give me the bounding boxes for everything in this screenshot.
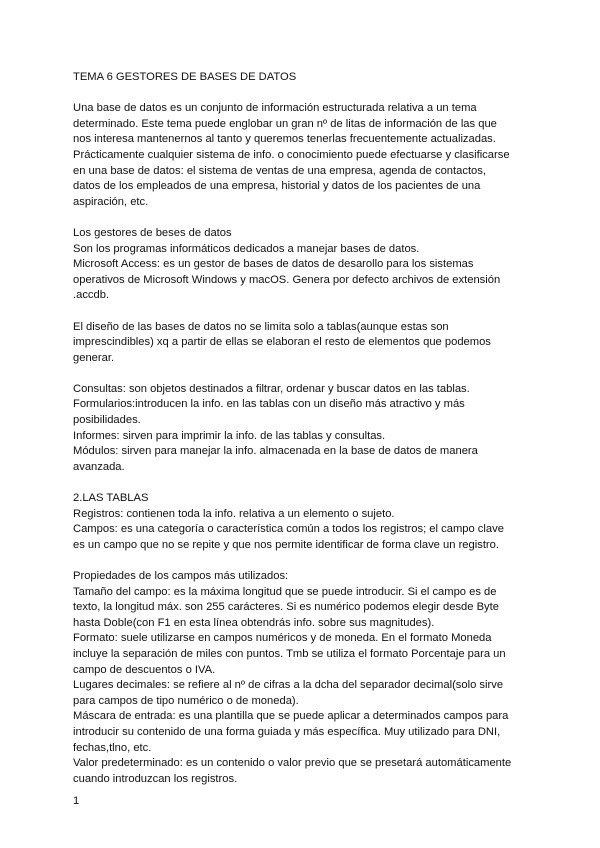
document-title: TEMA 6 GESTORES DE BASES DE DATOS [73, 71, 297, 83]
text-line: Máscara de entrada: es una plantilla que se puede aplicar a determinados campos para [73, 710, 509, 723]
paragraph-gap [73, 366, 535, 382]
text-line: incluye la separación de miles con puntos. Tmb se utiliza el formato Porcentaje para un [73, 647, 506, 660]
text-line: Registros: contienen toda la info. relativa a un elemento o sujeto. [73, 507, 395, 520]
text-line: Informes: sirven para imprimir la info. de las tablas y consultas. [73, 429, 386, 442]
diseno-paragraph [73, 320, 535, 367]
paragraph-gap [73, 304, 535, 320]
text-line: es un campo que no se repite y que nos permite identificar de forma clave un registro. [73, 538, 499, 551]
intro-paragraph [73, 101, 535, 210]
text-line: cuando introduzcan los registros. [73, 772, 238, 785]
text-line: Prácticamente cualquier sistema de info. o conocimiento puede efectuarse y clasificarse [73, 148, 510, 161]
text-line: aspiración, etc. [73, 195, 149, 208]
text-line: datos de los empleados de una empresa, historial y datos de los pacientes de una [73, 180, 481, 193]
text-line: El diseño de las bases de datos no se limita solo a tablas(aunque estas son [73, 320, 449, 333]
paragraph-gap [73, 475, 535, 491]
text-line: Una base de datos es un conjunto de información estructurada relativa a un tema [73, 102, 477, 115]
text-line: .accdb. [73, 289, 110, 302]
text-line: generar. [73, 351, 115, 364]
text-line: Módulos: sirven para manejar la info. almacenada en la base de datos de manera [73, 445, 478, 458]
text-line: Valor predeterminado: es un contenido o valor previo que se presetará automáticamente [73, 757, 512, 770]
page-number: 1 [73, 795, 80, 807]
text-line: imprescindibles) xq a partir de ellas se elaboran el resto de elementos que podemos [73, 336, 491, 349]
text-line: texto, la longitud máx. son 255 carácteres. Si es numérico podemos elegir desde Byte [73, 601, 499, 614]
text-line: Consultas: son objetos destinados a filtrar, ordenar y buscar datos en las tablas. [73, 382, 470, 395]
text-line: Formato: suele utilizarse en campos numéricos y de moneda. En el formato Moneda [73, 632, 492, 645]
text-line: fechas,tlno, etc. [73, 741, 152, 754]
paragraph-gap [73, 86, 535, 102]
paragraph-gap [73, 553, 535, 569]
text-line: Lugares decimales: se refiere al nº de cifras a la dcha del separador decimal(solo sirve [73, 679, 504, 692]
section-heading: 2.LAS TABLAS [73, 492, 149, 505]
gestores-section [73, 226, 535, 304]
propiedades-section [73, 569, 535, 787]
text-line: Microsoft Access: es un gestor de bases de datos de desarollo para los sistemas [73, 258, 474, 271]
text-line: para campos de tipo numérico o de moneda). [73, 694, 299, 707]
text-line: campo de descuentos o IVA. [73, 663, 216, 676]
paragraph-gap [73, 210, 535, 226]
section-heading: Los gestores de beses de datos [73, 226, 232, 239]
text-line: posibilidades. [73, 414, 141, 427]
document-page [73, 70, 535, 787]
text-line: Son los programas informáticos dedicados a manejar bases de datos. [73, 242, 420, 255]
text-line: hasta Doble(con F1 en esta línea obtendrás info. sobre sus magnitudes). [73, 616, 435, 629]
text-line: Formularios:introducen la info. en las tablas con un diseño más atractivo y más [73, 398, 465, 411]
objetos-paragraph [73, 382, 535, 476]
text-line: en una base de datos: el sistema de ventas de una empresa, agenda de contactos, [73, 164, 486, 177]
text-line: nos interesa mantenernos al tanto y queremos tenerlas frecuentemente actualizadas. [73, 133, 496, 146]
text-line: Tamaño del campo: es la máxima longitud que se puede introducir. Si el campo es de [73, 585, 497, 598]
text-line: introducir su contenido de una forma guiada y más específica. Muy utilizado para DNI, [73, 725, 501, 738]
text-line: Campos: es una categoría o característica común a todos los registros; el campo clave [73, 523, 504, 536]
text-line: determinado. Este tema puede englobar un gran nº de litas de información de las que [73, 117, 497, 130]
tablas-section [73, 491, 535, 553]
section-heading: Propiedades de los campos más utilizados: [73, 570, 289, 582]
text-line: avanzada. [73, 460, 125, 473]
text-line: operativos de Microsoft Windows y macOS. Genera por defecto archivos de extensión [73, 273, 501, 286]
